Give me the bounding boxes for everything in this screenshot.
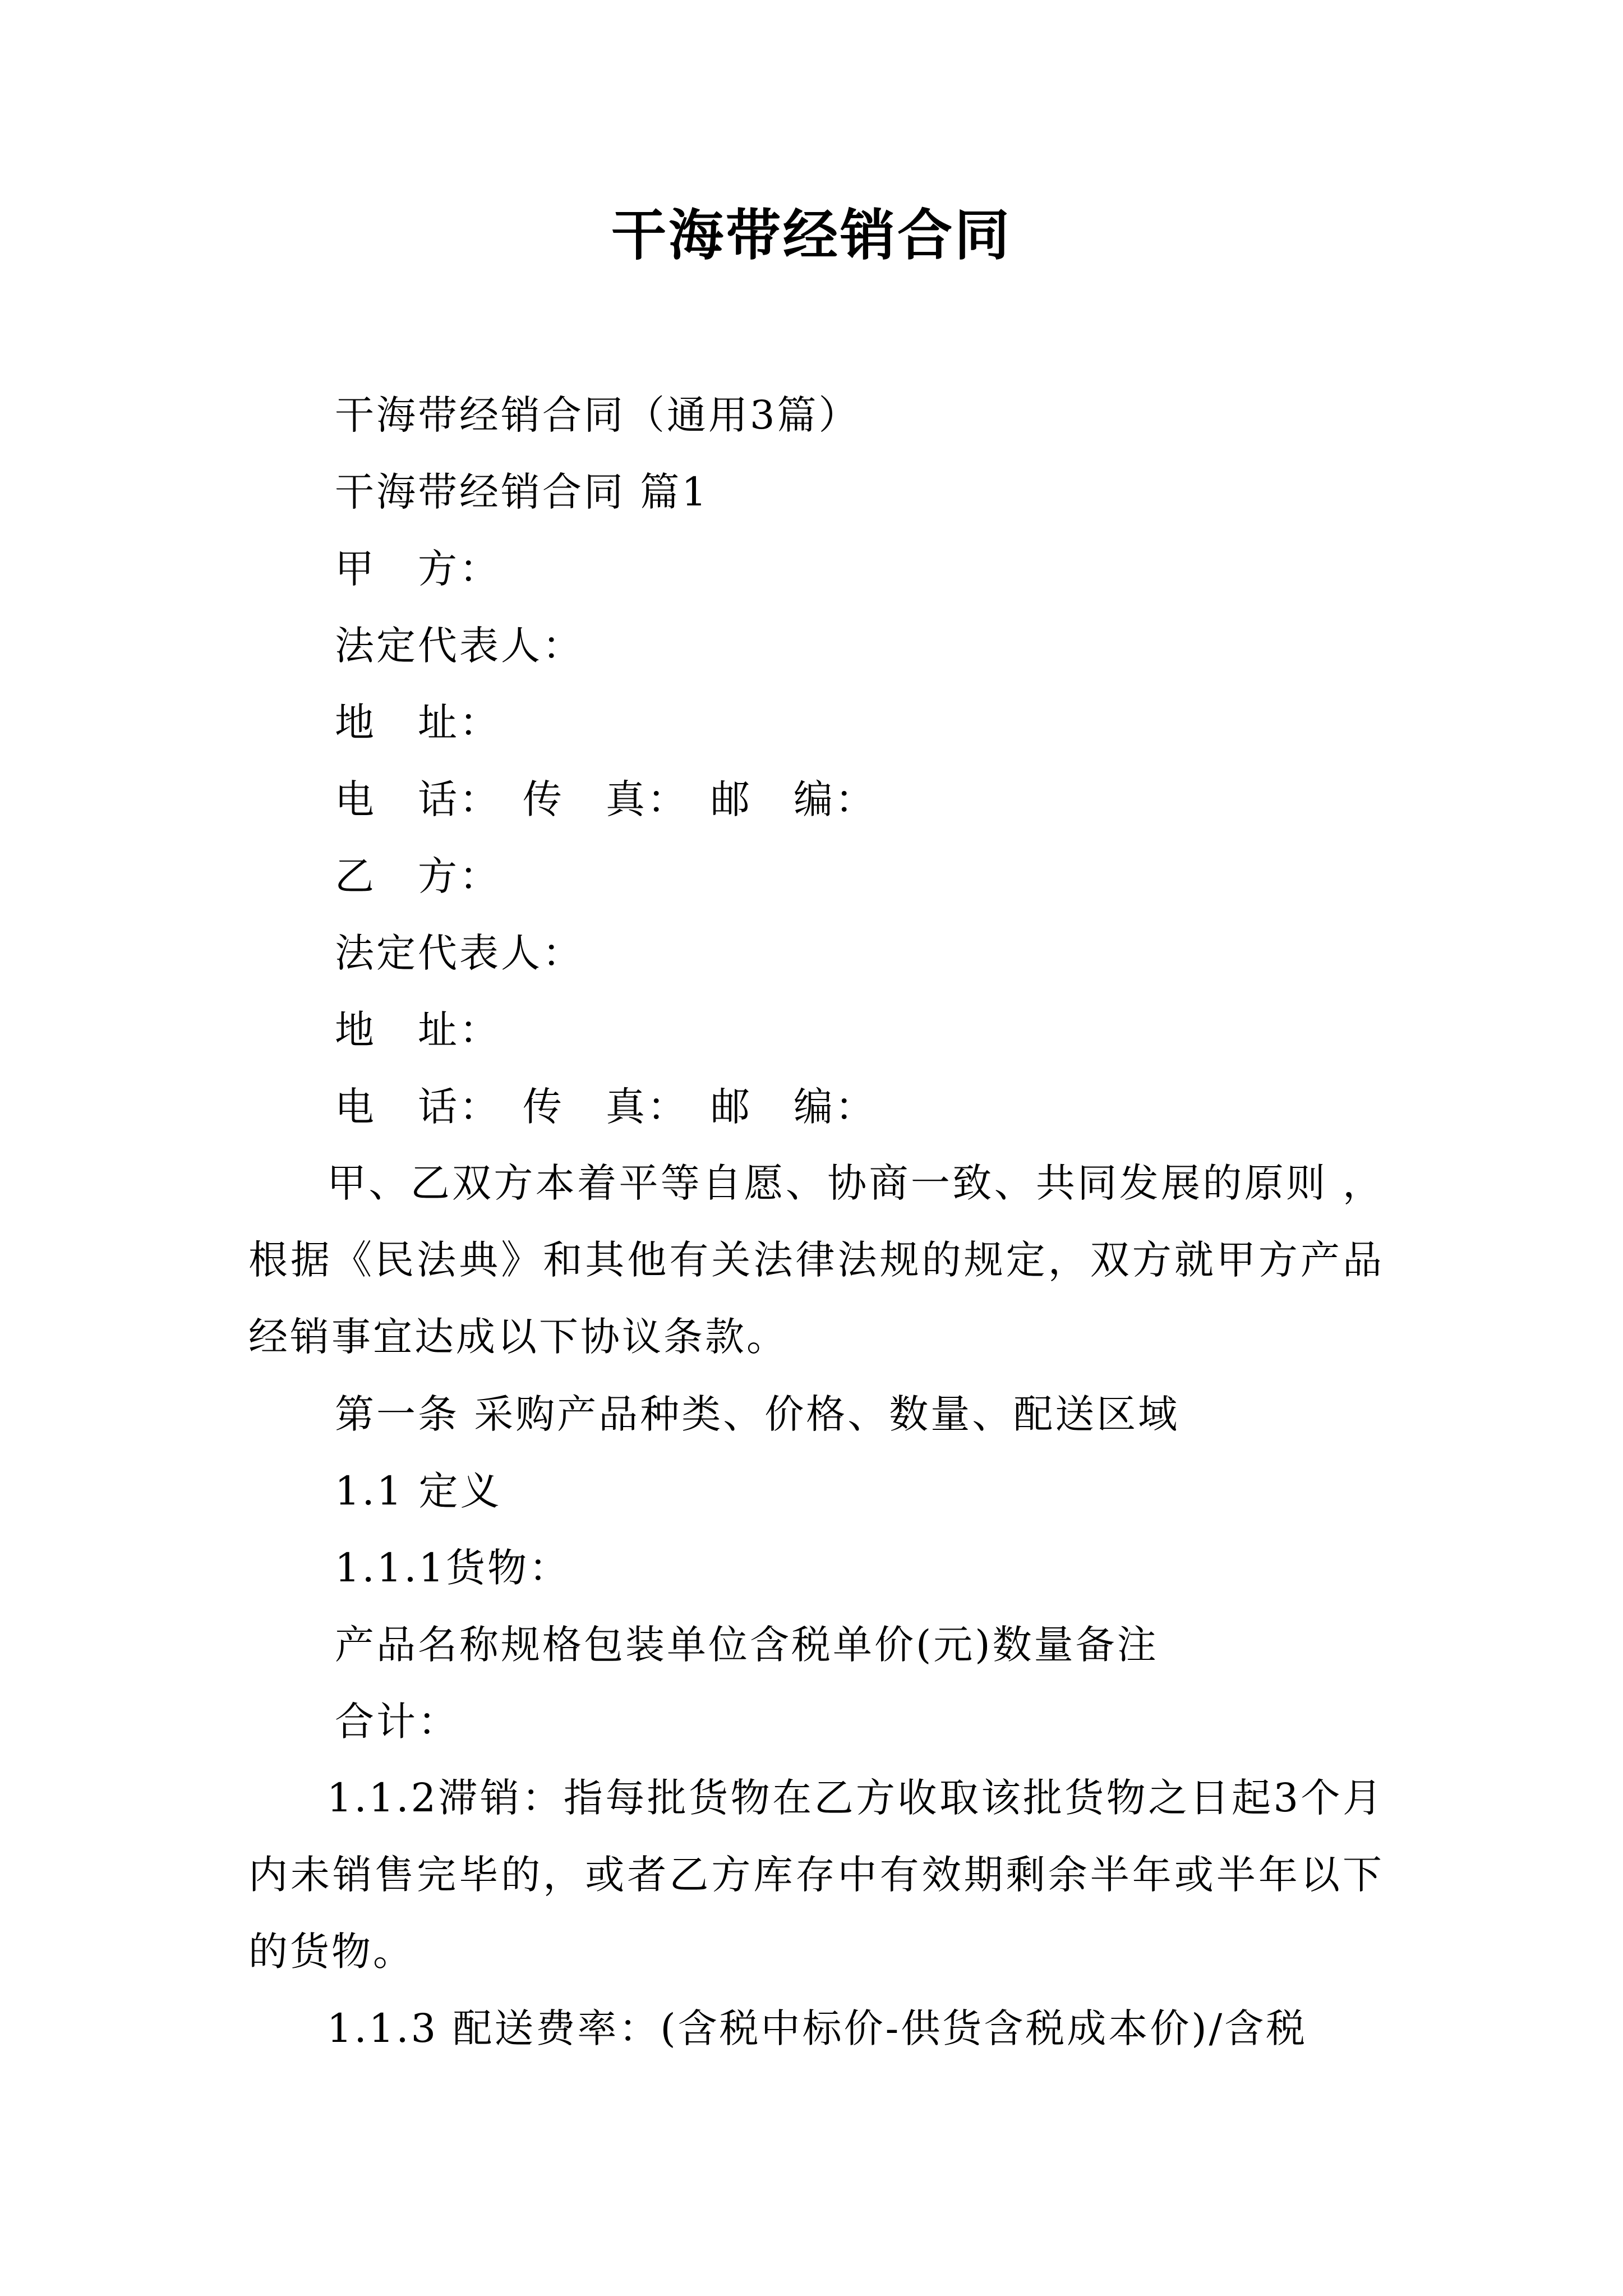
party-a-contact: 电 话： 传 真： 邮 编： — [335, 776, 877, 822]
party-a-representative: 法定代表人： — [335, 623, 584, 669]
party-b-contact: 电 话： 传 真： 邮 编： — [335, 1084, 877, 1130]
goods-total: 合计： — [335, 1699, 459, 1745]
article-1-heading: 第一条 采购产品种类、价格、数量、配送区域 — [335, 1391, 1180, 1437]
clause-1-1-3-paragraph: 1.1.3 配送费率：(含税中标价-供货含税成本价)/含税 — [327, 2005, 1308, 2051]
goods-table-header: 产品名称规格包装单位含税单价(元)数量备注 — [335, 1622, 1159, 1668]
party-b-representative: 法定代表人： — [335, 930, 584, 976]
party-b-label: 乙 方： — [335, 853, 501, 899]
party-a-address: 地 址： — [335, 700, 501, 746]
clause-1-1: 1.1 定义 — [335, 1468, 502, 1514]
party-a-label: 甲 方： — [335, 546, 501, 592]
preamble-paragraph: 甲、乙双方本着平等自愿、协商一致、共同发展的原则 ，根据《民法典》和其他有关法律法规的规定，双方就甲方产品经销事宜达成以下协议条款。 — [248, 1160, 1384, 1360]
clause-1-1-2-paragraph: 1.1.2滞销：指每批货物在乙方收取该批货物之日起3个月内未销售完毕的，或者乙方库存中有效期剩余半年或半年以下的货物。 — [248, 1775, 1384, 1975]
document-title: 干海带经销合同 — [611, 203, 1012, 268]
section-heading: 干海带经销合同 篇1 — [335, 469, 709, 515]
clause-1-1-1: 1.1.1货物： — [335, 1545, 571, 1591]
subtitle-line: 干海带经销合同（通用3篇） — [335, 392, 860, 438]
party-b-address: 地 址： — [335, 1007, 501, 1053]
